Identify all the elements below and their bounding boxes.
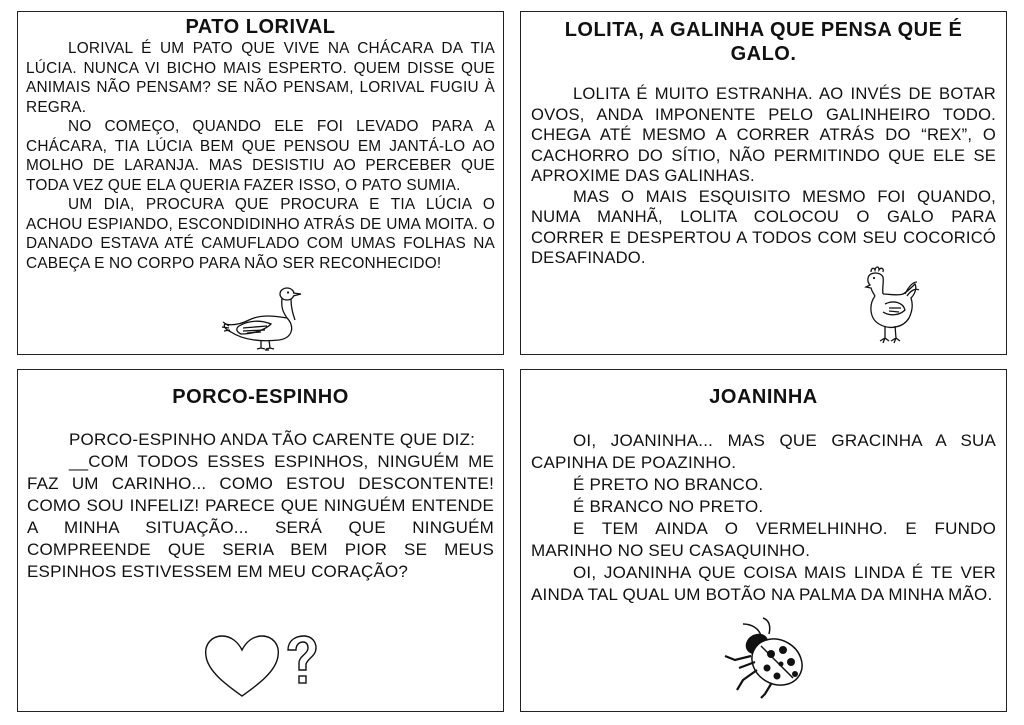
paragraph: LORIVAL É UM PATO QUE VIVE NA CHÁCARA DA TIA LÚCIA. NUNCA VI BICHO MAIS ESPERTO. QUEM DISSE QUE ANIMAIS NÃO PENSAM? SE NÃO PENSAM, LORIVAL FUGIU À REGRA. [26, 40, 495, 116]
card-title-joaninha: JOANINHA [709, 386, 818, 408]
paragraph: PORCO-ESPINHO ANDA TÃO CARENTE QUE DIZ: [69, 430, 476, 449]
paragraph: NO COMEÇO, QUANDO ELE FOI LEVADO PARA A CHÁCARA, TIA LÚCIA BEM QUE PENSOU EM JANTÁ-LO AO MOLHO DE LARANJA. MAS DESISTIU AO PERCEBER QUE TODA VEZ QUE ELA QUERIA FAZER ISSO, O PATO SUMIA. [26, 118, 495, 194]
paragraph: OI, JOANINHA... MAS QUE GRACINHA A SUA CAPINHA DE POAZINHO. [531, 431, 996, 472]
paragraph: MAS O MAIS ESQUISITO MESMO FOI QUANDO, NUMA MANHÃ, LOLITA COLOCOU O GALO PARA CORRER E DESPERTOU A TODOS COM SEU COCORICÓ DESAFINADO. [531, 186, 996, 267]
paragraph: __COM TODOS ESSES ESPINHOS, NINGUÉM ME FAZ UM CARINHO... COMO ESTOU DESCONTENTE! COMO SOU INFELIZ! PARECE QUE NINGUÉM ENTENDE A MINHA SITUAÇÃO... SERÁ QUE NINGUÉM COMPREENDE QUE SERIA BEM PIOR SE MEUS ESPINHOS ESTIVESSEM EM MEU CORAÇÃO? [27, 452, 494, 581]
paragraph: É BRANCO NO PRETO. [573, 497, 764, 516]
paragraph: OI, JOANINHA QUE COISA MAIS LINDA É TE VER AINDA TAL QUAL UM BOTÃO NA PALMA DA MINHA MÃO. [531, 563, 996, 604]
duck-icon [221, 282, 303, 352]
card-body-porco-espinho [27, 429, 494, 583]
ladybug-icon [721, 616, 811, 700]
card-title-pato-lorival: PATO LORIVAL [185, 16, 336, 38]
paragraph: É PRETO NO BRANCO. [573, 475, 764, 494]
card-body-lolita [531, 84, 996, 269]
story-card-lolita [520, 11, 1007, 355]
paragraph: E TEM AINDA O VERMELHINHO. E FUNDO MARINHO NO SEU CASAQUINHO. [531, 519, 996, 560]
hen-icon [861, 264, 921, 346]
story-card-joaninha [520, 369, 1007, 712]
paragraph: LOLITA É MUITO ESTRANHA. AO INVÉS DE BOTAR OVOS, ANDA IMPONENTE PELO GALINHEIRO TODO. CHEGA ATÉ MESMO A CORRER ATRÁS DO “REX”, O CACHORRO DO SÍTIO, NÃO PERMITINDO QUE ELE SE APROXIME DAS GALINHAS. [531, 84, 996, 185]
paragraph: UM DIA, PROCURA QUE PROCURA E TIA LÚCIA O ACHOU ESPIANDO, ESCONDIDINHO ATRÁS DE UMA MOITA. O DANADO ESTAVA ATÉ CAMUFLADO COM UMAS FOLHAS NA CABEÇA E NO CORPO PARA NÃO SER RECONHECIDO! [26, 196, 495, 272]
card-title-lolita: LOLITA, A GALINHA QUE PENSA QUE É GALO. [564, 19, 963, 65]
card-title-porco-espinho: PORCO-ESPINHO [172, 386, 349, 408]
card-body-joaninha [531, 430, 996, 606]
story-card-porco-espinho [17, 369, 504, 712]
heart-question-icon [204, 632, 318, 700]
card-body-pato-lorival [26, 39, 495, 273]
story-card-pato-lorival [17, 11, 504, 355]
